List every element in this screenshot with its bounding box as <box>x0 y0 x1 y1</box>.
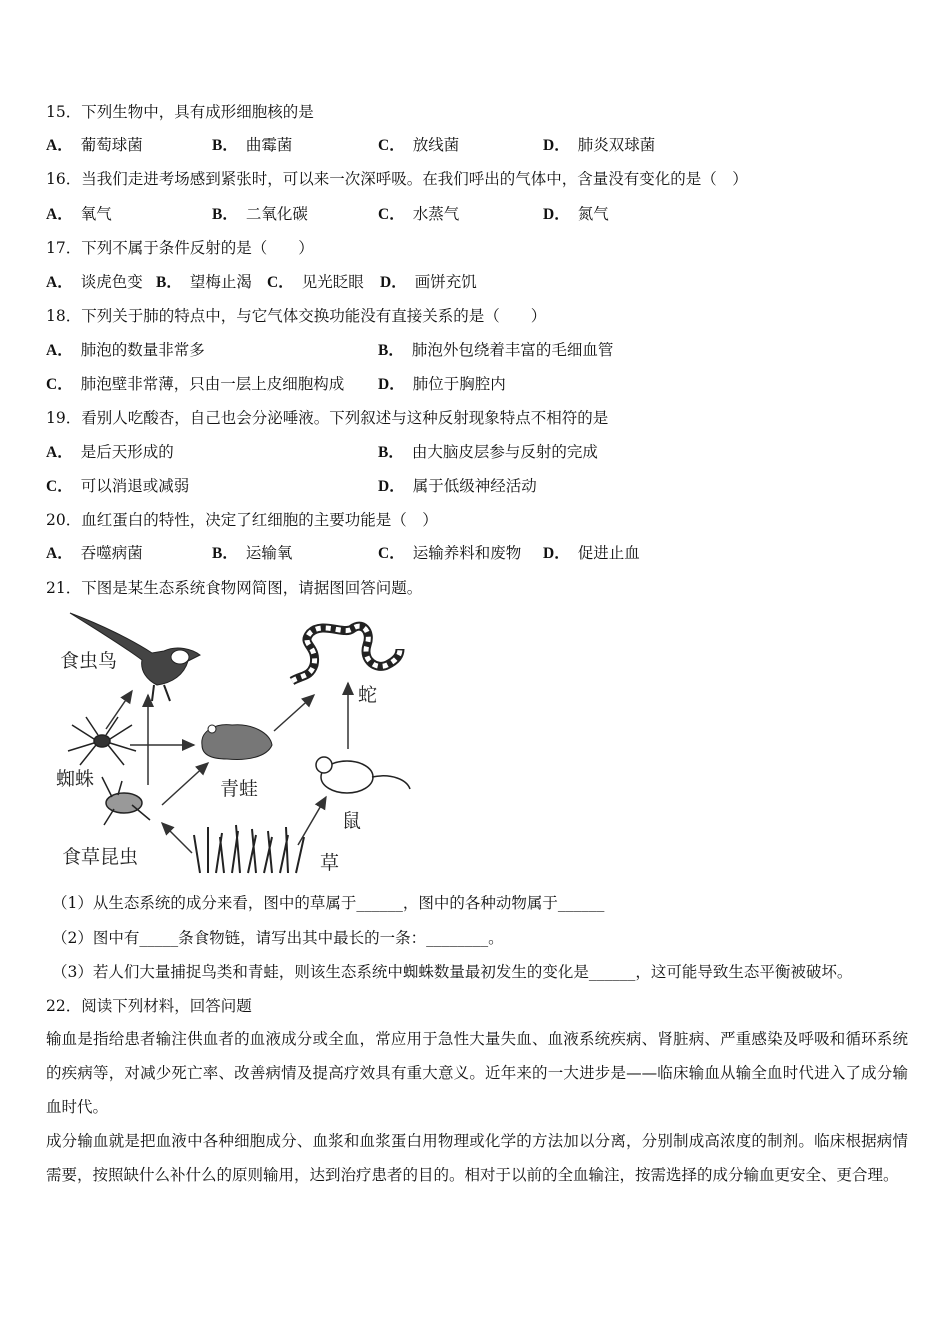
food-web-diagram <box>52 605 432 883</box>
q19-option-a: A． 是后天形成的 <box>46 443 174 461</box>
insect-icon <box>102 777 150 825</box>
q16-option-b: B． 二氧化碳 <box>212 205 308 223</box>
question-16-stem: 16．当我们走进考场感到紧张时，可以来一次深呼吸。在我们呼出的气体中，含量没有变化的是（ ） <box>46 170 748 188</box>
q20-option-b: B． 运输氧 <box>212 544 293 562</box>
q18-option-d: D． 肺位于胸腔内 <box>378 375 506 393</box>
q18-option-a: A． 肺泡的数量非常多 <box>46 341 205 359</box>
question-22-stem: 22．阅读下列材料，回答问题 <box>46 997 252 1015</box>
frog-icon <box>202 725 272 760</box>
q15-option-d: D． 肺炎双球菌 <box>543 136 656 154</box>
label-mouse: 鼠 <box>342 810 362 832</box>
snake-icon <box>292 626 400 681</box>
grass-icon <box>194 825 304 873</box>
arrow-insect-to-frog <box>162 763 208 805</box>
question-19-stem: 19．看别人吃酸杏，自己也会分泌唾液。下列叙述与这种反射现象特点不相符的是 <box>46 409 609 427</box>
q17-option-b: B． 望梅止渴 <box>156 273 252 291</box>
q19-option-c: C． 可以消退或减弱 <box>46 477 190 495</box>
q21-sub2: （2）图中有_____条食物链，请写出其中最长的一条：________。 <box>52 929 504 947</box>
q17-option-a: A． 谈虎色变 <box>46 273 143 291</box>
q19-option-d: D． 属于低级神经活动 <box>378 477 537 495</box>
food-web-arrows <box>106 683 348 853</box>
arrow-spider-to-bird <box>106 691 132 729</box>
label-spider: 蜘蛛 <box>56 768 95 790</box>
q18-option-b: B． 肺泡外包绕着丰富的毛细血管 <box>378 341 614 359</box>
arrow-frog-to-snake <box>274 695 314 731</box>
q20-option-a: A． 吞噬病菌 <box>46 544 143 562</box>
q16-option-d: D． 氮气 <box>543 205 609 223</box>
question-17-stem: 17．下列不属于条件反射的是（ ） <box>46 239 314 257</box>
q18-option-c: C． 肺泡壁非常薄，只由一层上皮细胞构成 <box>46 375 345 393</box>
q16-option-a: A． 氧气 <box>46 205 112 223</box>
label-grass: 草 <box>320 852 340 874</box>
q16-option-c: C． 水蒸气 <box>378 205 460 223</box>
label-frog: 青蛙 <box>220 778 259 800</box>
label-snake: 蛇 <box>358 684 378 706</box>
question-15-stem: 15．下列生物中，具有成形细胞核的是 <box>46 103 314 121</box>
q21-sub1: （1）从生态系统的成分来看，图中的草属于______，图中的各种动物属于______ <box>52 894 605 912</box>
label-insect: 食草昆虫 <box>62 846 139 868</box>
q17-option-c: C． 见光眨眼 <box>267 273 364 291</box>
q22-paragraph-1: 输血是指给患者输注供血者的血液成分或全血，常应用于急性大量失血、血液系统疾病、肾脏病、严重感染及呼吸和循环系统的疾病等，对减少死亡率、改善病情及提高疗效具有重大意义。近年来的一大进步是——临床输血从输全血时代进入了成分输血时代。 <box>46 1030 908 1116</box>
arrow-grass-to-insect <box>162 823 192 853</box>
mouse-icon <box>316 757 410 793</box>
q21-sub3: （3）若人们大量捕捉鸟类和青蛙，则该生态系统中蜘蛛数量最初发生的变化是______，这可能导致生态平衡被破坏。 <box>52 963 853 981</box>
q17-option-d: D． 画饼充饥 <box>380 273 477 291</box>
q19-option-b: B． 由大脑皮层参与反射的完成 <box>378 443 598 461</box>
question-18-stem: 18．下列关于肺的特点中，与它气体交换功能没有直接关系的是（ ） <box>46 307 547 325</box>
q20-option-c: C． 运输养料和废物 <box>378 544 522 562</box>
arrow-grass-to-mouse <box>298 797 326 845</box>
spider-icon <box>68 717 136 765</box>
label-bird: 食虫鸟 <box>60 650 118 672</box>
q20-option-d: D． 促进止血 <box>543 544 640 562</box>
q15-option-a: A． 葡萄球菌 <box>46 136 143 154</box>
q15-option-b: B． 曲霉菌 <box>212 136 293 154</box>
question-20-stem: 20．血红蛋白的特性，决定了红细胞的主要功能是（ ） <box>46 511 438 529</box>
q22-paragraph-2: 成分输血就是把血液中各种细胞成分、血浆和血浆蛋白用物理或化学的方法加以分离，分别制成高浓度的制剂。临床根据病情需要，按照缺什么补什么的原则输用，达到治疗患者的目的。相对于以前的全血输注，按需选择的成分输血更安全、更合理。 <box>46 1132 908 1184</box>
question-21-stem: 21．下图是某生态系统食物网简图，请据图回答问题。 <box>46 579 423 597</box>
q15-option-c: C． 放线菌 <box>378 136 460 154</box>
